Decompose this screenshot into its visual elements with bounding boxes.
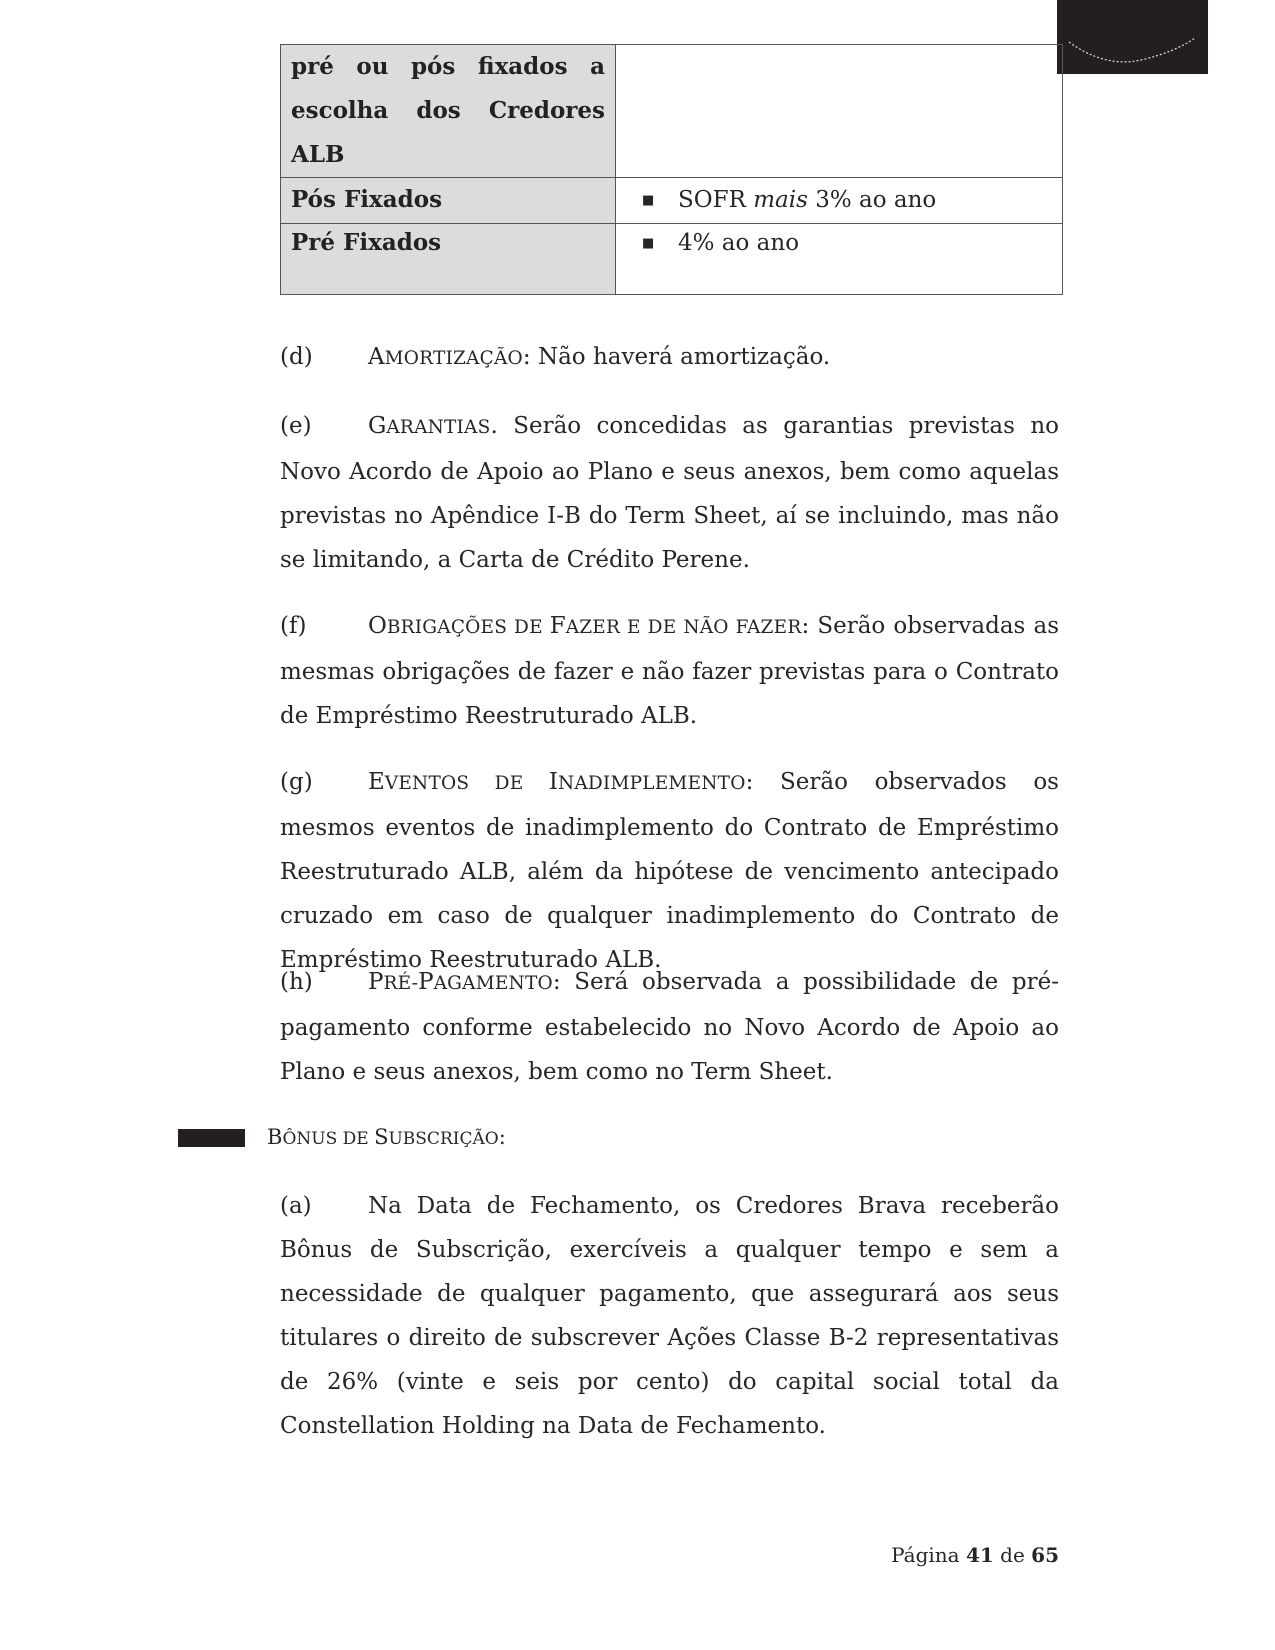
page-of-label: de — [1000, 1543, 1025, 1567]
clause-heading: BRIGAÇÕES DE — [386, 617, 550, 638]
rate-text: 4% ao ano — [678, 230, 800, 256]
clause-marker: (h) — [280, 969, 313, 995]
clause-body: : Não haverá amortização. — [522, 344, 831, 370]
rate-text-italic: mais — [753, 187, 808, 213]
page-footer — [891, 1538, 1059, 1572]
section-title-part: B — [267, 1125, 283, 1149]
clause-h — [280, 960, 1059, 1094]
clause-body: : Será observada a possibilidade de pré-pagamento conforme estabelecido no Novo Acordo de Apoio ao Plano e seus anexos, bem como no Term Sheet. — [280, 969, 1059, 1085]
clause-heading: MORTIZAÇÃO — [384, 348, 523, 369]
section-title-part: UBSCRIÇÃO — [388, 1129, 499, 1149]
rate-text: 3% ao ano — [807, 187, 937, 213]
clause-g — [280, 760, 1059, 982]
clause-marker: (a) — [280, 1193, 312, 1219]
table-cell-value — [616, 178, 1063, 224]
clause-body: . Serão concedidas as garantias previstas no Novo Acordo de Apoio ao Plano e seus anexos, bem como aquelas previstas no Apêndice I-B do Term Sheet, aí se incluindo, mas não se limitando, a Carta de Crédito Perene. — [280, 413, 1059, 573]
clause-marker: (f) — [280, 613, 307, 639]
rate-text: SOFR — [678, 187, 754, 213]
table-cell-value — [616, 224, 1063, 295]
section-clause-a — [280, 1184, 1059, 1448]
table-cell-label: pré ou pós fixados a escolha dos Credores ALB — [281, 45, 616, 178]
page-label: Página — [891, 1543, 960, 1567]
clause-heading: NADIMPLEMENTO — [557, 773, 746, 794]
table-row — [281, 45, 1063, 178]
table-cell-label: Pós Fixados — [281, 178, 616, 224]
section-marker-bar — [178, 1129, 245, 1147]
logo-arc-icon — [1065, 30, 1201, 70]
clause-heading: O — [368, 613, 387, 639]
clause-marker: (e) — [280, 413, 312, 439]
clause-heading: AGAMENTO — [433, 973, 553, 994]
clause-heading: I — [548, 769, 558, 795]
section-title-part: ÔNUS DE — [282, 1129, 375, 1149]
clause-heading: E — [368, 769, 385, 795]
clause-heading: P — [418, 969, 434, 995]
page-number: 41 — [965, 1543, 994, 1567]
section-title-part: : — [498, 1125, 506, 1149]
clause-f — [280, 604, 1059, 738]
clause-heading: ARANTIAS — [386, 417, 491, 438]
table-cell-label: Pré Fixados — [281, 224, 616, 295]
clause-heading: G — [368, 413, 387, 439]
table-row — [281, 224, 1063, 295]
clause-e — [280, 404, 1059, 582]
clause-heading: P — [368, 969, 384, 995]
section-title — [267, 1119, 506, 1157]
clause-marker: (g) — [280, 769, 313, 795]
clause-heading: A — [368, 344, 385, 370]
clause-heading: AZER E DE NÃO FAZER — [565, 617, 802, 638]
clause-heading: F — [549, 613, 566, 639]
table-cell-value — [616, 45, 1063, 178]
clause-marker: (d) — [280, 344, 313, 370]
table-row — [281, 178, 1063, 224]
square-bullet-icon: ■ — [642, 193, 655, 208]
clause-d — [280, 335, 1059, 381]
clause-heading: VENTOS DE — [384, 773, 549, 794]
clause-body: Na Data de Fechamento, os Credores Brava receberão Bônus de Subscrição, exercíveis a qualquer tempo e sem a necessidade de qualquer pagamento, que assegurará aos seus titulares o direito de subscrever Ações Classe B-2 representativas de 26% (vinte e seis por cento) do capital social total da Constellation Holding na Data de Fechamento. — [280, 1193, 1059, 1439]
interest-rates-table — [280, 44, 1063, 295]
clause-body: : Serão observadas as mesmas obrigações de fazer e não fazer previstas para o Contrato de Empréstimo Reestruturado ALB. — [280, 613, 1060, 729]
clause-body: : Serão observados os mesmos eventos de inadimplemento do Contrato de Empréstimo Reestruturado ALB, além da hipótese de vencimento antecipado cruzado em caso de qualquer inadimplemento do Contrato de Empréstimo Reestruturado ALB. — [280, 769, 1059, 973]
header-logo-box — [1057, 0, 1208, 74]
section-title-part: S — [374, 1125, 389, 1149]
square-bullet-icon: ■ — [642, 236, 655, 251]
clause-heading: RÉ- — [383, 973, 419, 994]
page-total: 65 — [1031, 1543, 1059, 1567]
